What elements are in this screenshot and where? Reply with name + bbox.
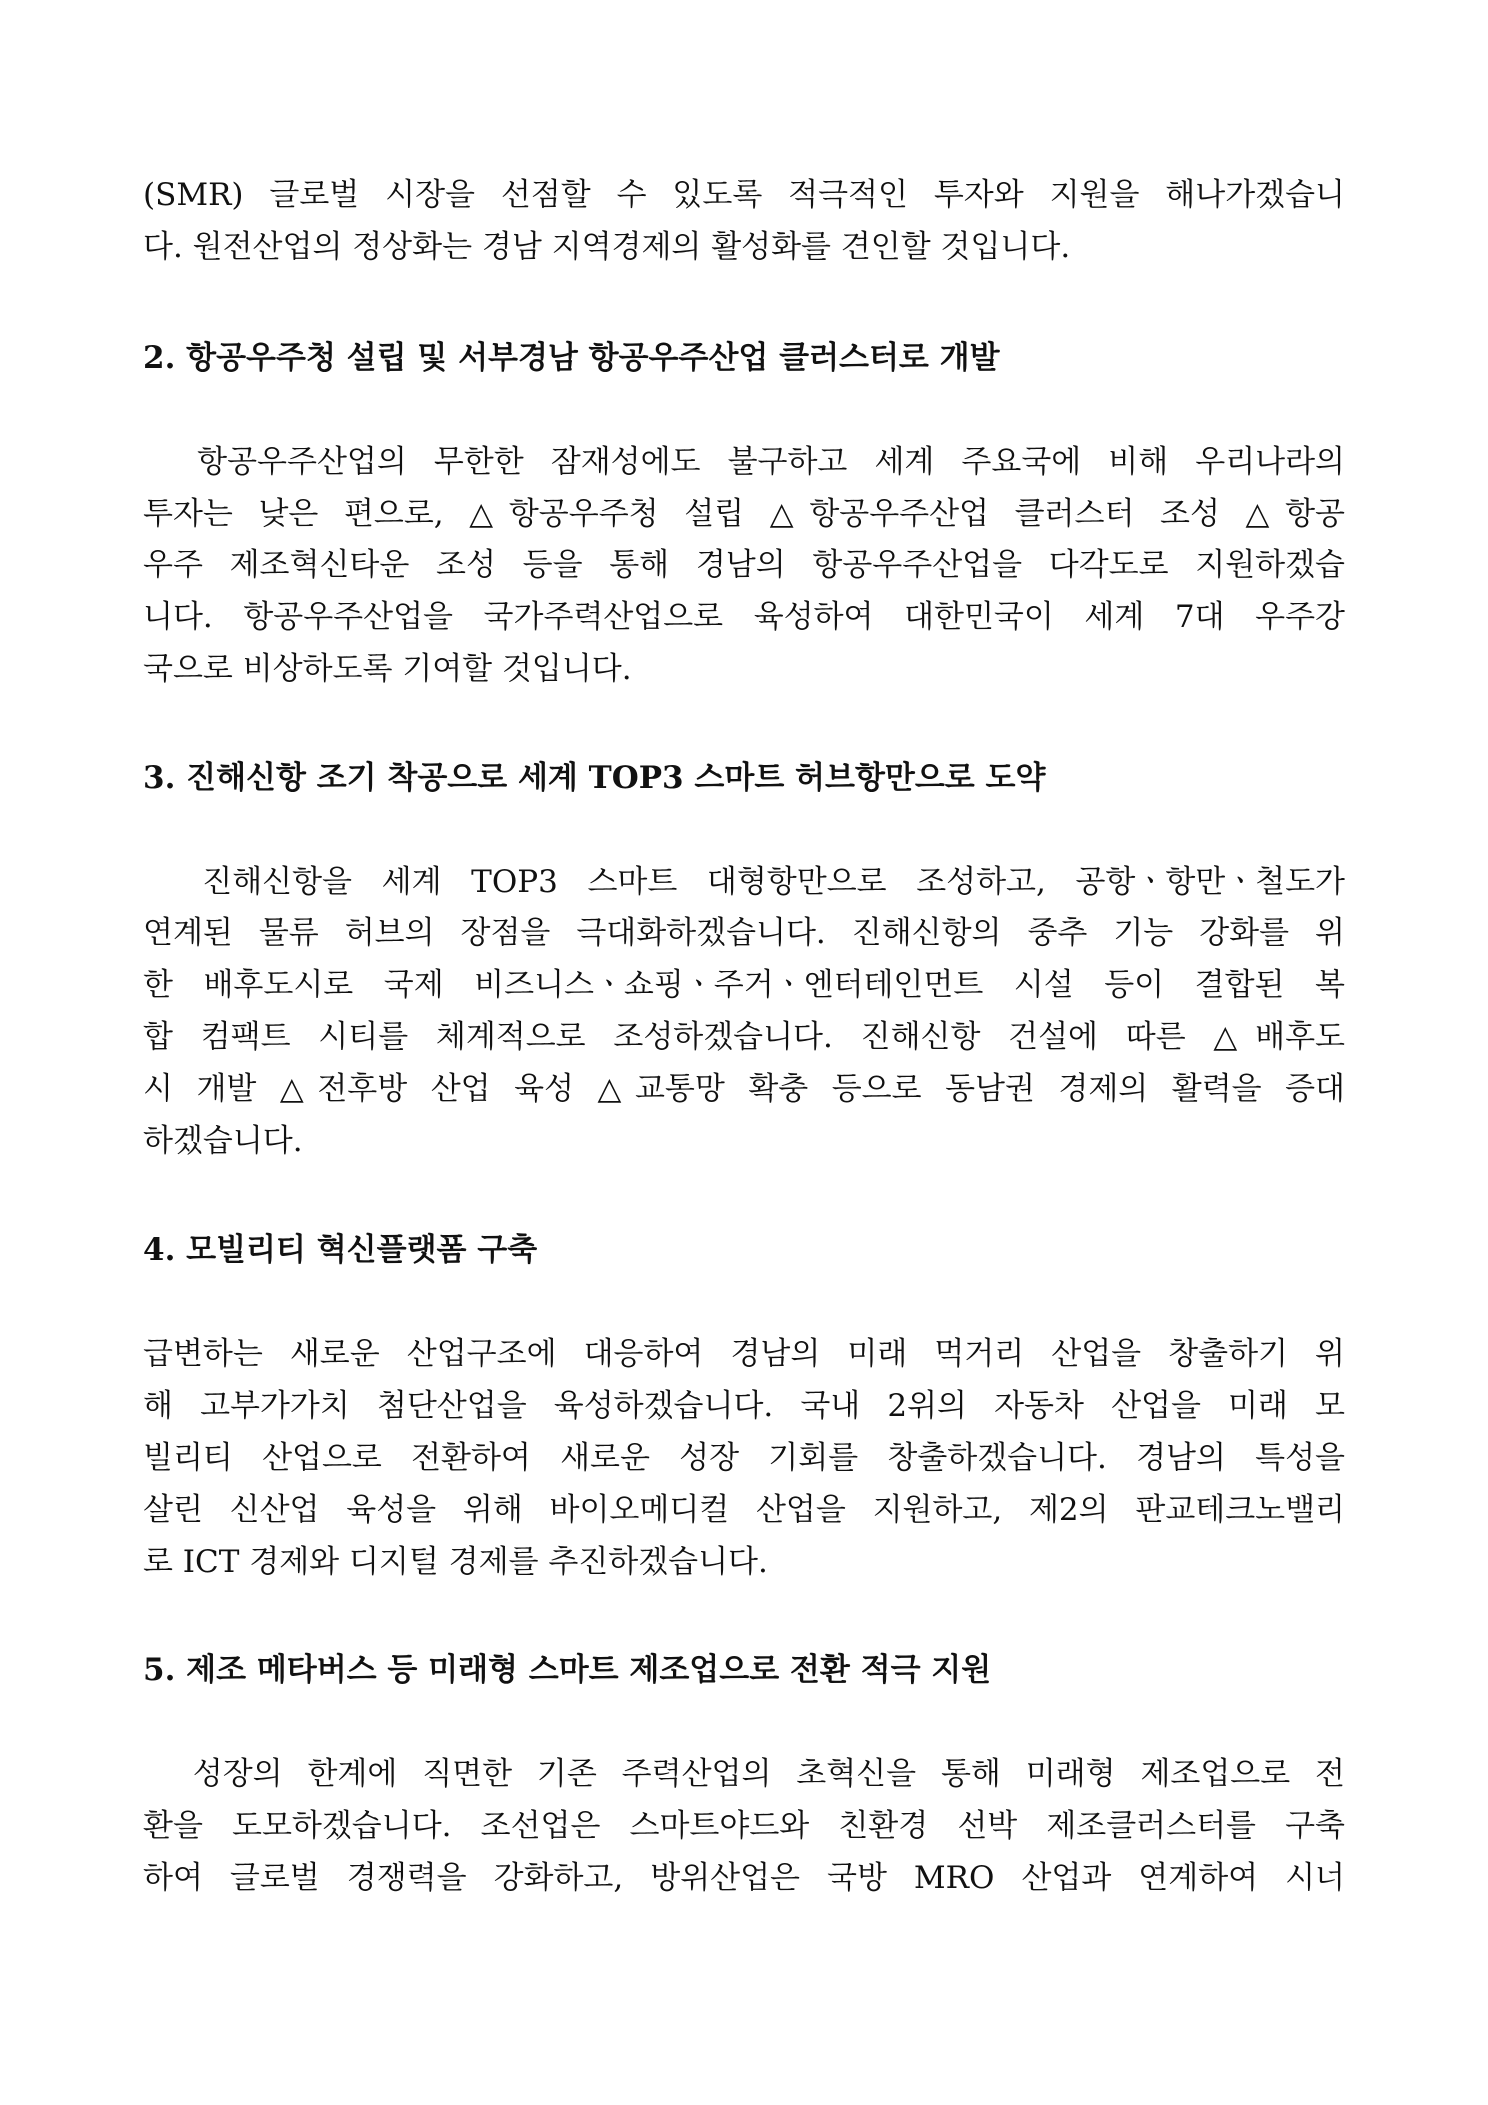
- paragraph-line: 환을 도모하겠습니다. 조선업은 스마트야드와 친환경 선박 제조클러스터를 구축: [143, 1808, 1345, 1844]
- paragraph-line: 빌리티 산업으로 전환하여 새로운 성장 기회를 창출하겠습니다. 경남의 특성을: [143, 1440, 1345, 1476]
- paragraph-line: 살린 신산업 육성을 위해 바이오메디컬 산업을 지원하고, 제2의 판교테크노밸리: [143, 1492, 1345, 1528]
- paragraph-line: 급변하는 새로운 산업구조에 대응하여 경남의 미래 먹거리 산업을 창출하기 위: [143, 1336, 1345, 1372]
- paragraph-line: 국으로 비상하도록 기여할 것입니다.: [143, 651, 632, 687]
- paragraph-line: 하겠습니다.: [143, 1123, 303, 1159]
- paragraph-line: 해 고부가가치 첨단산업을 육성하겠습니다. 국내 2위의 자동차 산업을 미래 모: [143, 1388, 1345, 1424]
- section-heading: 5. 제조 메타버스 등 미래형 스마트 제조업으로 전환 적극 지원: [143, 1652, 992, 1688]
- paragraph-line: 진해신항을 세계 TOP3 스마트 대형항만으로 조성하고, 공항ㆍ항만ㆍ철도가: [143, 864, 1345, 900]
- paragraph-line: 성장의 한계에 직면한 기존 주력산업의 초혁신을 통해 미래형 제조업으로 전: [143, 1756, 1345, 1792]
- paragraph-line: 시 개발 △전후방 산업 육성 △교통망 확충 등으로 동남권 경제의 활력을 증대: [143, 1071, 1345, 1107]
- paragraph-line: 니다. 항공우주산업을 국가주력산업으로 육성하여 대한민국이 세계 7대 우주강: [143, 599, 1345, 635]
- paragraph-line: 다. 원전산업의 정상화는 경남 지역경제의 활성화를 견인할 것입니다.: [143, 229, 1071, 265]
- section-heading: 4. 모빌리티 혁신플랫폼 구축: [143, 1232, 538, 1268]
- paragraph-line: 합 컴팩트 시티를 체계적으로 조성하겠습니다. 진해신항 건설에 따른 △배후도: [143, 1019, 1345, 1055]
- section-heading: 3. 진해신항 조기 착공으로 세계 TOP3 스마트 허브항만으로 도약: [143, 760, 1046, 796]
- paragraph-line: 우주 제조혁신타운 조성 등을 통해 경남의 항공우주산업을 다각도로 지원하겠습: [143, 547, 1345, 583]
- section-heading: 2. 항공우주청 설립 및 서부경남 항공우주산업 클러스터로 개발: [143, 340, 1000, 376]
- paragraph-line: (SMR) 글로벌 시장을 선점할 수 있도록 적극적인 투자와 지원을 해나가겠습니: [143, 177, 1345, 213]
- paragraph-line: 항공우주산업의 무한한 잠재성에도 불구하고 세계 주요국에 비해 우리나라의: [143, 444, 1345, 480]
- paragraph-line: 한 배후도시로 국제 비즈니스ㆍ쇼핑ㆍ주거ㆍ엔터테인먼트 시설 등이 결합된 복: [143, 967, 1345, 1003]
- paragraph-line: 로 ICT 경제와 디지털 경제를 추진하겠습니다.: [143, 1544, 768, 1580]
- paragraph-line: 투자는 낮은 편으로, △항공우주청 설립 △항공우주산업 클러스터 조성 △항공: [143, 496, 1345, 532]
- paragraph-line: 하여 글로벌 경쟁력을 강화하고, 방위산업은 국방 MRO 산업과 연계하여 시너: [143, 1860, 1345, 1896]
- paragraph-line: 연계된 물류 허브의 장점을 극대화하겠습니다. 진해신항의 중추 기능 강화를 위: [143, 915, 1345, 951]
